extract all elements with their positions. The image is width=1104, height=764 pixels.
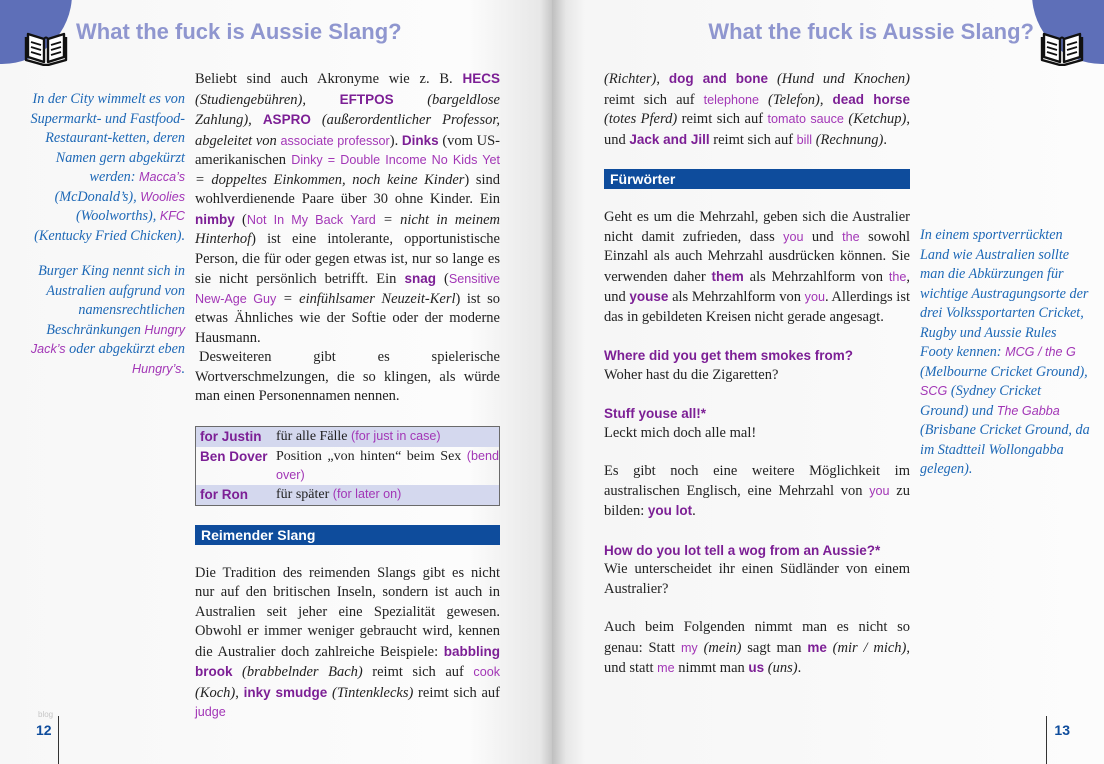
sidenote-paragraph: Burger King nennt sich in Australien aufgrund von namensrechtlichen Beschränkungen Hungry Jack’s oder abgekürzt eben Hungry’s. (30, 263, 185, 377)
sidenote-right (920, 226, 1090, 496)
acronyms-paragraph: Beliebt sind auch Akronyme wie z. B. HECS (Studiengebühren), EFTPOS (bargeldlose Zahlung), ASPRO (außerordentlicher Professor, abgeleitet von associate professor). Dinks (vom US-amerikanischen Dinky = Double Income No Kids Yet = doppeltes Einkommen, noch keine Kinder) sind wohlverdienende Paare über 30 ohne Kinder. Ein nimby (Not In My Back Yard = nicht in meinem Hinterhof) ist eine intolerante, opportunistische Person, die für oder gegen etwas ist, nur so lange es sie nicht persönlich betrifft. Ein snag (Sensitive New-Age Guy = einfühlsamer Neuzeit-Kerl) ist so etwas Ähnliches wie der Softie oder der moderne Hausmann. (195, 71, 501, 346)
name-pun-table (195, 426, 500, 506)
table-row: for Justin für alle Fälle (for just in case) (196, 426, 500, 447)
example-translation: Wie unterscheidet ihr einen Südländer von einem Australier? (604, 561, 910, 597)
sidenote-paragraph: In der City wimmelt es von Supermarkt- und Fastfood-Restaurant-ketten, deren Namen gern abgekürzt werden: Macca’s (McDonald’s), Woolies (Woolworths), KFC (Kentucky Fried Chicken). (30, 91, 185, 244)
page-number: 12 (36, 722, 52, 738)
me-us-paragraph: Auch beim Folgenden nimmt man es nicht so genau: Statt my (mein) sagt man me (mir / mich), und statt me nimmt man us (uns). (604, 619, 911, 676)
example-translation: Woher hast du die Zigaretten? (604, 366, 779, 383)
table-row: Ben Dover Position „von hinten“ beim Sex (bend over) (200, 448, 499, 482)
example-translation: Leckt mich doch alle mal! (604, 424, 757, 441)
page-number-rule (1046, 716, 1047, 764)
rhyming-slang-paragraph: Die Tradition des reimenden Slangs gibt es nicht nur auf den britischen Inseln, sondern ist auch in Australien seit jeher eine Spezialität gewesen. Obwohl er immer weniger gebraucht wird, kennen die Australier doch zahlreiche Beispiele: babbling brook (brabbelnder Bach) reimt sich auf cook (Koch), inky smudge (Tintenklecks) reimt sich auf judge (195, 564, 500, 719)
book-gutter-shadow (540, 0, 566, 764)
open-book-icon (24, 22, 68, 66)
page-number-rule (58, 716, 59, 764)
section-heading: Fürwörter (604, 169, 910, 189)
main-text-right (604, 69, 910, 679)
section-heading: Reimender Slang (195, 525, 500, 545)
example-phrase: Stuff youse all!* (604, 406, 707, 421)
example-phrase: How do you lot tell a wog from an Aussie?* (604, 542, 881, 558)
sidenote-paragraph: In einem sportverrückten Land wie Australien sollte man die Abkürzungen für wichtige Austragungsorte der drei Volkssportarten Cricket, Rugby und Aussie Rules Footy kennen: MCG / the G (Melbourne Cricket Ground), SCG (Sydney Cricket Ground) und The Gabba (Brisbane Cricket Ground, da im Stadtteil Wollongabba gelegen). (920, 227, 1090, 477)
right-page (552, 0, 1104, 764)
sidenote-left (20, 90, 185, 395)
plural-paragraph: Es gibt noch eine weitere Möglichkeit im australischen Englisch, eine Mehrzahl von you zu bilden: you lot. (604, 463, 910, 519)
main-text-left (195, 69, 500, 723)
open-book-icon (1040, 22, 1084, 66)
example-phrase: Where did you get them smokes from? (604, 348, 854, 363)
page-number: 13 (1054, 722, 1070, 738)
wordplay-paragraph: Desweiteren gibt es spielerische Wortverschmelzungen, die so klingen, als würde man einen Personennamen nennen. (195, 349, 500, 404)
running-header: What the fuck is Aussie Slang? (76, 19, 402, 44)
rhyming-slang-continued: (Richter), dog and bone (Hund und Knochen) reimt sich auf telephone (Telefon), dead horse (totes Pferd) reimt sich auf tomato sauce (Ketchup), und Jack and Jill reimt sich auf bill (Rechnung). (604, 71, 910, 148)
table-row: for Ron für später (for later on) (196, 485, 500, 506)
watermark: blog (38, 710, 54, 719)
pronouns-paragraph: Geht es um die Mehrzahl, geben sich die Australier nicht damit zufrieden, dass you und the sowohl Einzahl als auch Mehrzahl ausdrücken können. Sie verwenden daher them als Mehrzahlform von the, und youse als Mehrzahlform von you. Allerdings ist das in gebildeten Kreisen nicht gerade angesagt. (604, 209, 911, 325)
running-header: What the fuck is Aussie Slang? (708, 19, 1034, 44)
